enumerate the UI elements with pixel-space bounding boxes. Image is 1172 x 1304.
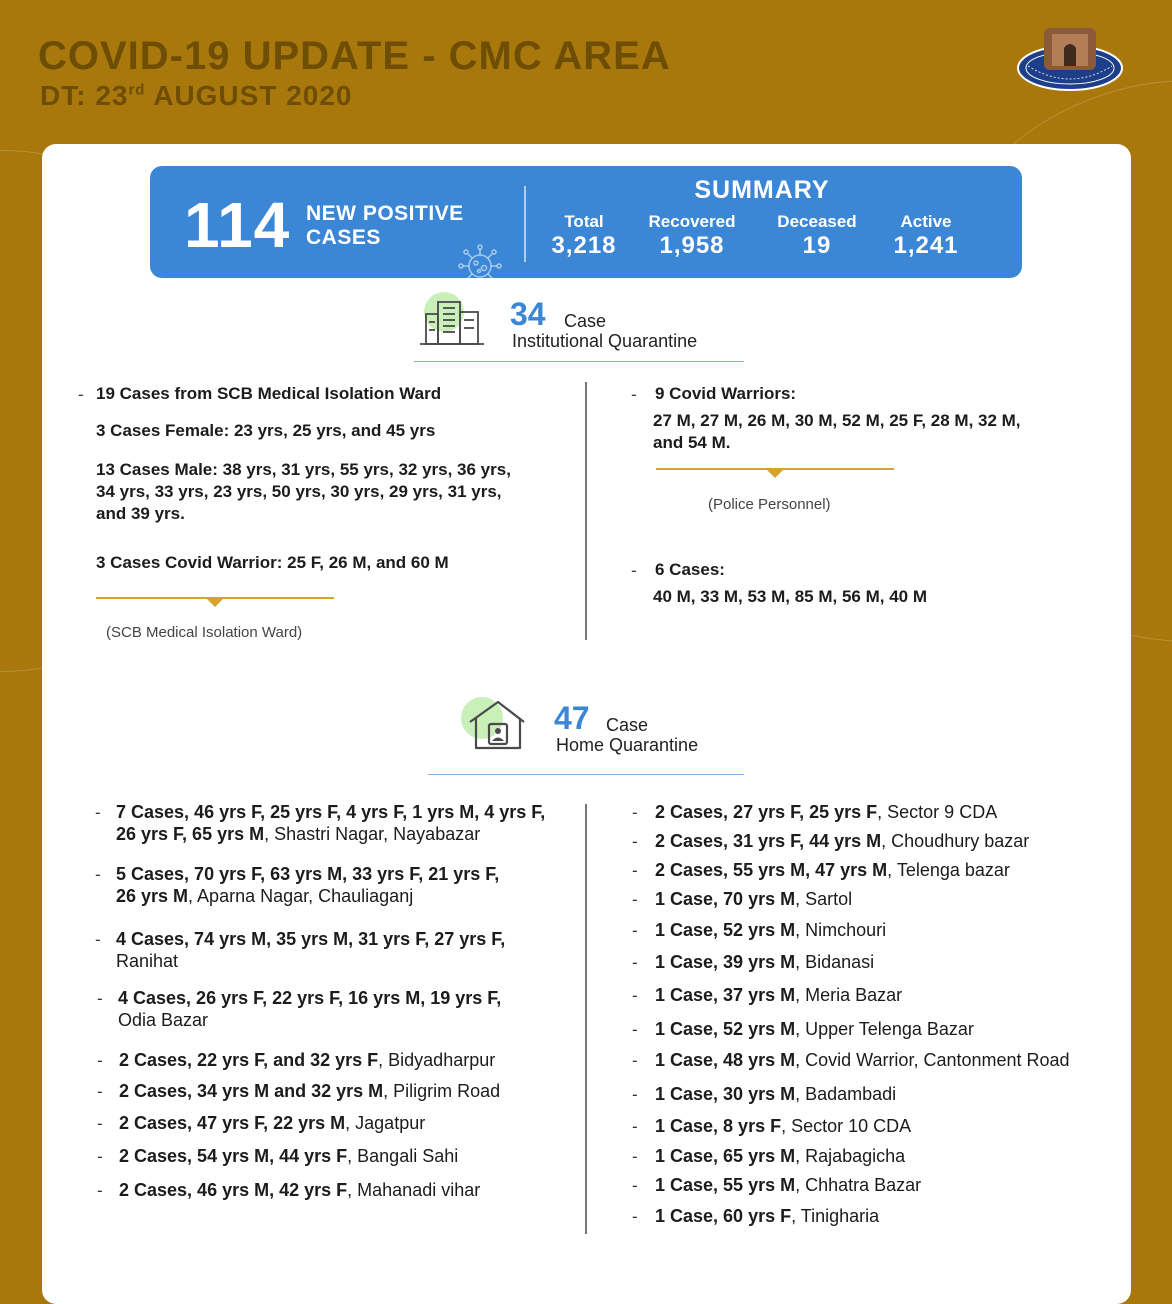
bullet-dash: - <box>95 865 101 884</box>
bullet-dash: - <box>632 1020 638 1039</box>
six-cases-list: 40 M, 33 M, 53 M, 85 M, 56 M, 40 M <box>653 587 927 606</box>
bullet-dash: - <box>632 986 638 1005</box>
list-item: 4 Cases, 26 yrs F, 22 yrs F, 16 yrs M, 19 yrs F, Odia Bazar <box>118 988 502 1030</box>
stat-active: Active 1,241 <box>893 212 959 259</box>
new-cases-label: NEW POSITIVE CASES <box>306 202 464 249</box>
six-cases-heading: 6 Cases: <box>655 560 725 579</box>
column-divider <box>585 382 587 640</box>
stat-deceased: Deceased 19 <box>777 212 857 259</box>
institutional-case-label: Case <box>564 311 607 331</box>
stat-recovered: Recovered 1,958 <box>648 212 736 259</box>
scb-heading: 19 Cases from SCB Medical Isolation Ward <box>96 384 442 403</box>
bullet-dash: - <box>97 1147 103 1166</box>
pointer-icon <box>767 470 783 478</box>
bullet-dash: - <box>631 385 637 404</box>
list-item: 2 Cases, 46 yrs M, 42 yrs F, Mahanadi vihar <box>119 1180 481 1200</box>
building-icon <box>418 290 486 348</box>
bullet-dash: - <box>78 385 84 404</box>
bullet-dash: - <box>97 989 103 1008</box>
list-item: 5 Cases, 70 yrs F, 63 yrs M, 33 yrs F, 21 yrs F, 26 yrs M, Aparna Nagar, Chauliaganj <box>116 864 500 906</box>
bullet-dash: - <box>632 1051 638 1070</box>
list-item: 2 Cases, 55 yrs M, 47 yrs M, Telenga bazar <box>655 860 1010 880</box>
list-item: 1 Case, 52 yrs M, Upper Telenga Bazar <box>655 1019 974 1039</box>
scb-note: (SCB Medical Isolation Ward) <box>106 624 303 641</box>
page-title: COVID-19 UPDATE - CMC AREA <box>38 34 671 78</box>
page-date: DT: 23rd AUGUST 2020 <box>40 80 353 111</box>
list-item: 1 Case, 48 yrs M, Covid Warrior, Cantonment Road <box>655 1050 1070 1070</box>
virus-icon <box>450 240 510 280</box>
bullet-dash: - <box>97 1181 103 1200</box>
list-item: 1 Case, 37 yrs M, Meria Bazar <box>655 985 903 1005</box>
home-subtitle: Home Quarantine <box>556 735 699 755</box>
bullet-dash: - <box>97 1082 103 1101</box>
bullet-dash: - <box>97 1114 103 1133</box>
list-item: 2 Cases, 54 yrs M, 44 yrs F, Bangali Sahi <box>119 1146 459 1166</box>
bullet-dash: - <box>632 1147 638 1166</box>
scb-female-cases: 3 Cases Female: 23 yrs, 25 yrs, and 45 yrs <box>96 421 436 440</box>
warriors-list: 27 M, 27 M, 26 M, 30 M, 52 M, 25 F, 28 M, 32 M, and 54 M. <box>653 411 1021 452</box>
summary-title: SUMMARY <box>694 176 830 204</box>
list-item: 2 Cases, 27 yrs F, 25 yrs F, Sector 9 CDA <box>655 802 998 822</box>
list-item: 1 Case, 70 yrs M, Sartol <box>655 889 853 909</box>
cmc-logo-icon <box>1014 22 1126 102</box>
warriors-heading: 9 Covid Warriors: <box>655 384 797 403</box>
section-divider <box>428 774 744 775</box>
list-item: 1 Case, 60 yrs F, Tinigharia <box>655 1206 880 1226</box>
stat-total: Total 3,218 <box>551 212 617 259</box>
list-item: 2 Cases, 34 yrs M and 32 yrs M, Piligrim Road <box>119 1081 501 1101</box>
bullet-dash: - <box>95 930 101 949</box>
list-item: 1 Case, 52 yrs M, Nimchouri <box>655 920 887 940</box>
list-item: 2 Cases, 47 yrs F, 22 yrs M, Jagatpur <box>119 1113 426 1133</box>
list-item: 1 Case, 8 yrs F, Sector 10 CDA <box>655 1116 912 1136</box>
list-item: 1 Case, 30 yrs M, Badambadi <box>655 1084 897 1104</box>
home-count: 47 <box>554 700 590 736</box>
list-item: 1 Case, 39 yrs M, Bidanasi <box>655 952 875 972</box>
scb-warrior-cases: 3 Cases Covid Warrior: 25 F, 26 M, and 60 M <box>96 553 449 572</box>
bullet-dash: - <box>632 1085 638 1104</box>
institutional-count: 34 <box>510 296 546 332</box>
column-divider <box>585 804 587 1234</box>
police-note: (Police Personnel) <box>708 496 831 513</box>
pointer-icon <box>207 599 223 607</box>
bullet-dash: - <box>632 803 638 822</box>
summary-banner <box>150 166 1022 278</box>
bullet-dash: - <box>95 803 101 822</box>
scb-male-cases: 13 Cases Male: 38 yrs, 31 yrs, 55 yrs, 32 yrs, 36 yrs, 34 yrs, 33 yrs, 23 yrs, 50 yrs, 30 yrs, 29 yrs, 31 yrs, and 39 yrs. <box>96 460 511 523</box>
bullet-dash: - <box>632 890 638 909</box>
home-icon <box>458 694 528 752</box>
list-item: 1 Case, 55 yrs M, Chhatra Bazar <box>655 1175 922 1195</box>
bullet-dash: - <box>631 561 637 580</box>
bullet-dash: - <box>97 1051 103 1070</box>
bullet-dash: - <box>632 1207 638 1226</box>
list-item: 1 Case, 65 yrs M, Rajabagicha <box>655 1146 906 1166</box>
list-item: 4 Cases, 74 yrs M, 35 yrs M, 31 yrs F, 27 yrs F, Ranihat <box>116 929 506 971</box>
banner-divider <box>524 186 526 262</box>
home-case-label: Case <box>606 715 649 735</box>
list-item: 2 Cases, 31 yrs F, 44 yrs M, Choudhury bazar <box>655 831 1030 851</box>
institutional-subtitle: Institutional Quarantine <box>512 331 698 351</box>
bullet-dash: - <box>632 953 638 972</box>
new-cases-count: 114 <box>184 189 291 261</box>
bullet-dash: - <box>632 832 638 851</box>
list-item: 7 Cases, 46 yrs F, 25 yrs F, 4 yrs F, 1 yrs M, 4 yrs F, 26 yrs F, 65 yrs M, Shastri Nagar, Nayabazar <box>116 802 546 844</box>
bullet-dash: - <box>632 921 638 940</box>
bullet-dash: - <box>632 861 638 880</box>
bullet-dash: - <box>632 1117 638 1136</box>
bullet-dash: - <box>632 1176 638 1195</box>
section-divider <box>414 361 744 362</box>
list-item: 2 Cases, 22 yrs F, and 32 yrs F, Bidyadharpur <box>119 1050 496 1070</box>
